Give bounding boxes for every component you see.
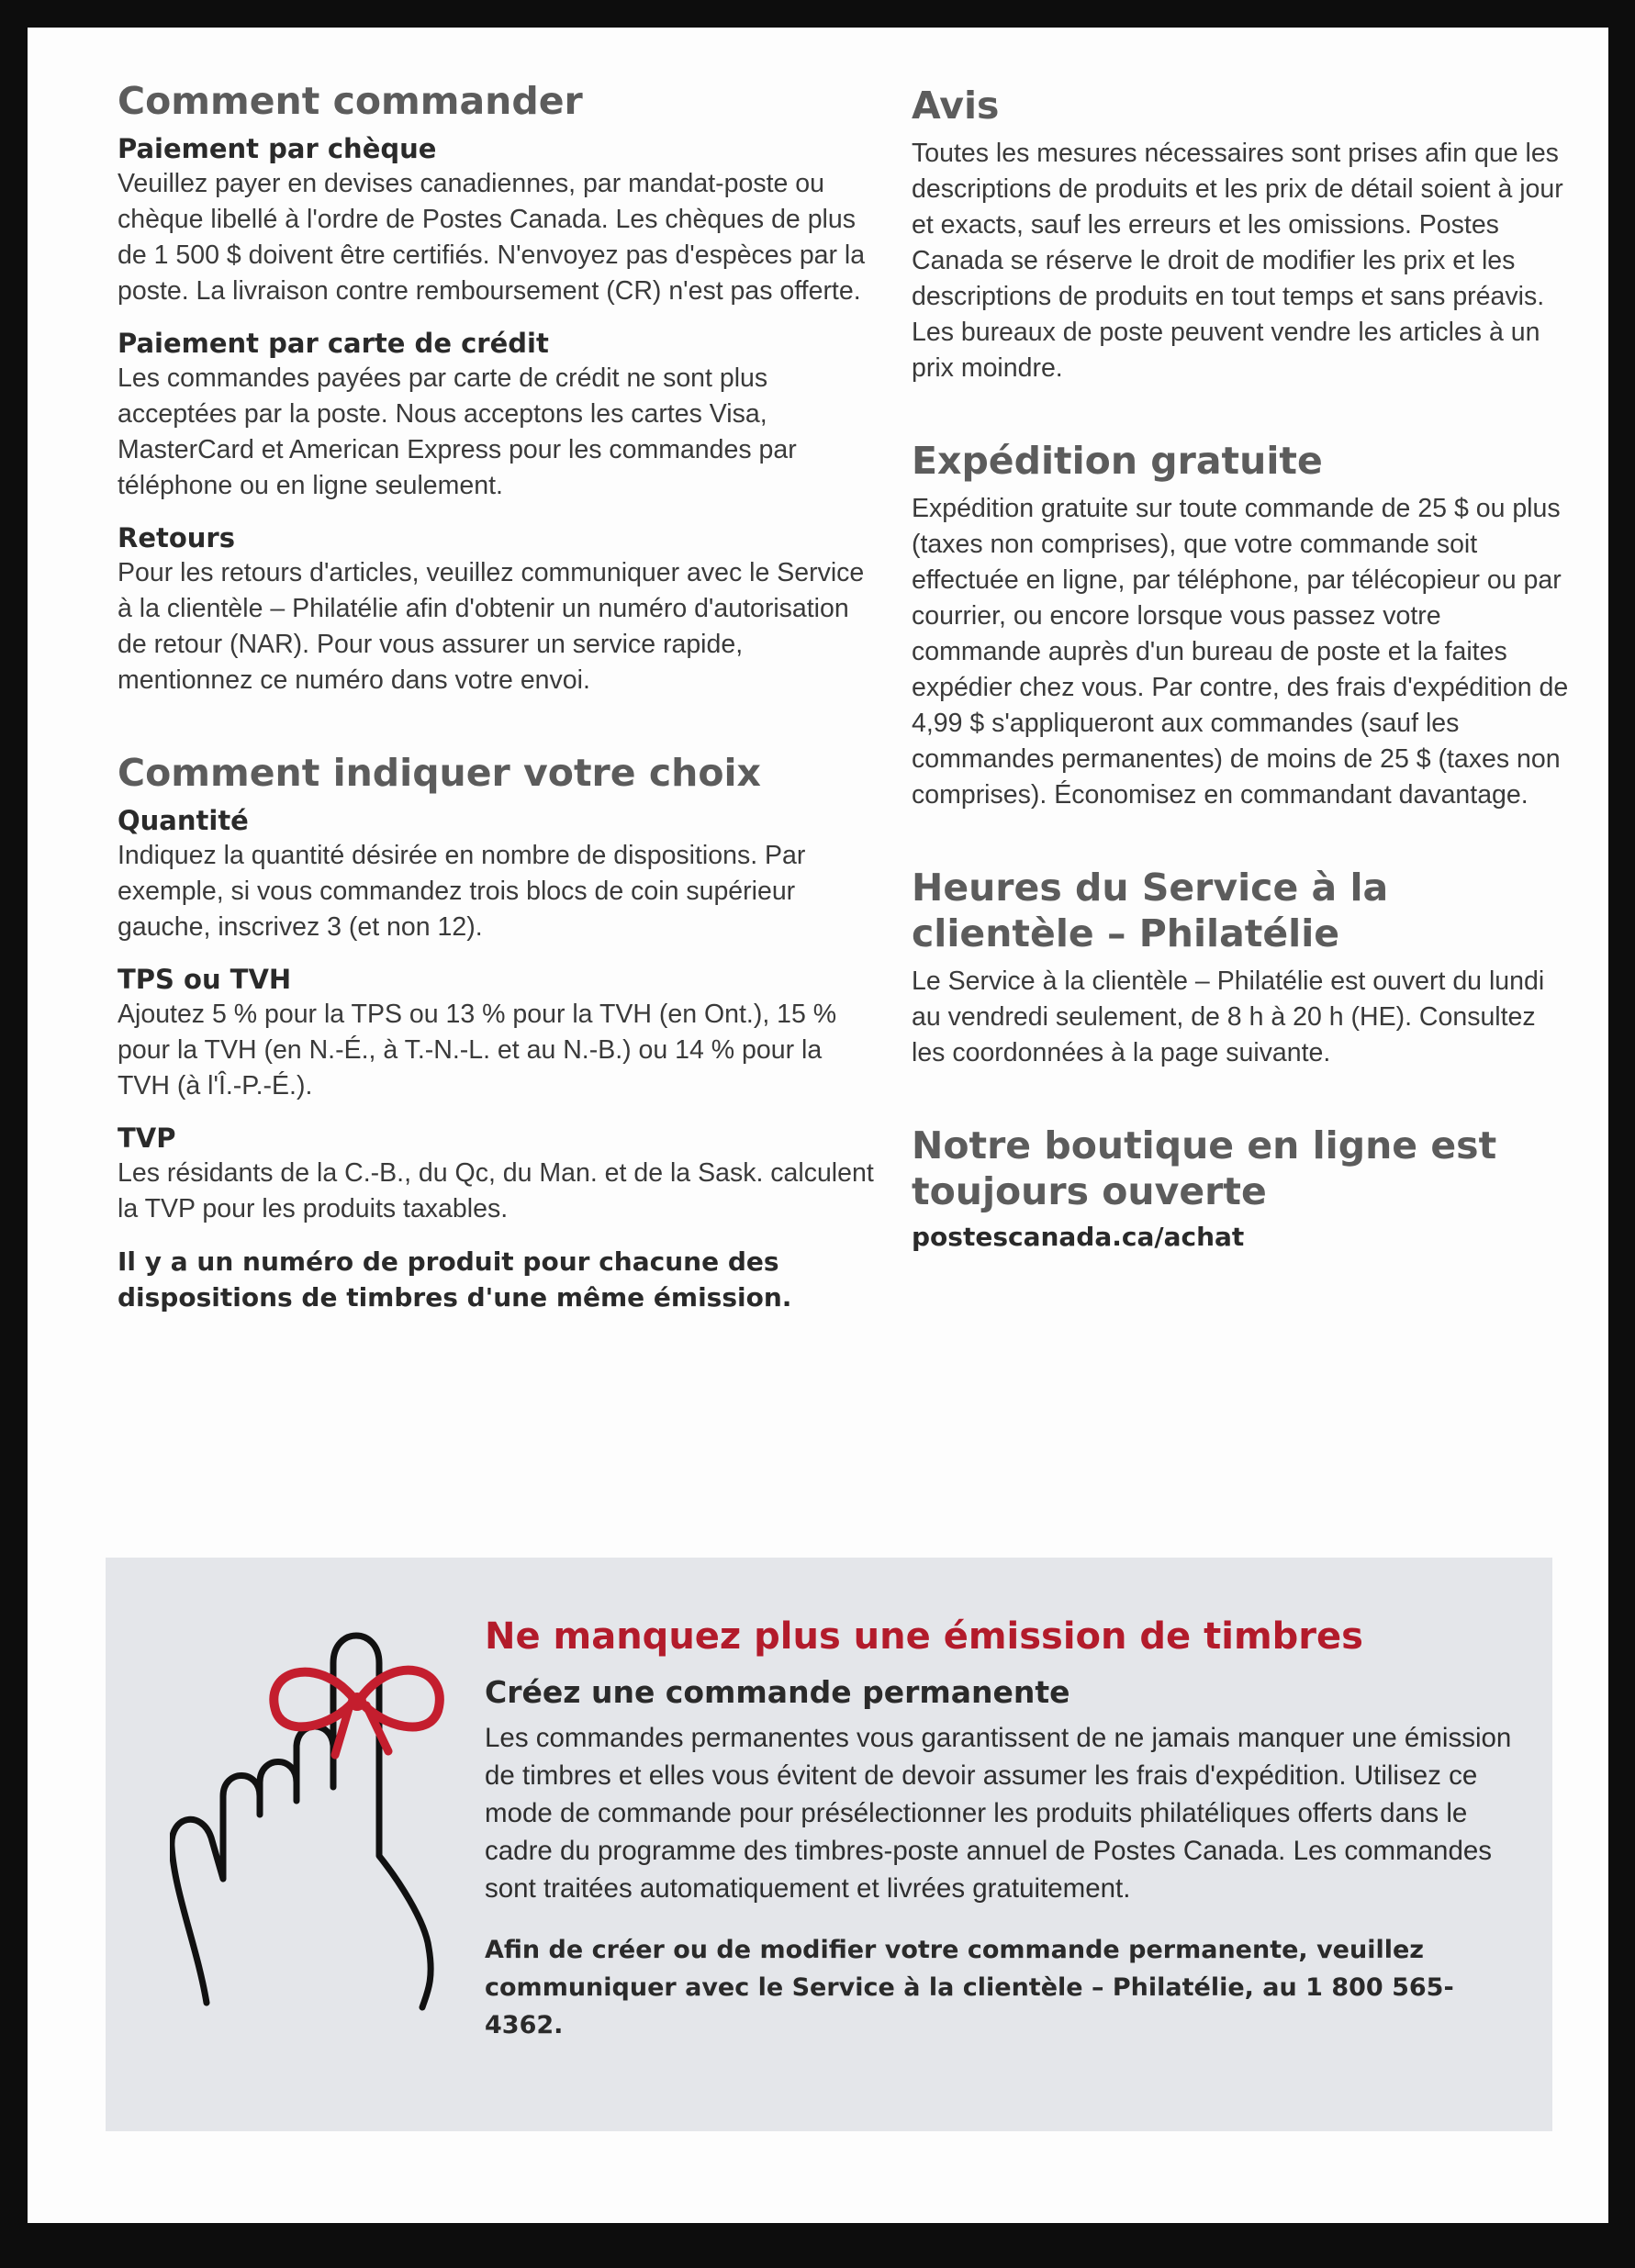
promo-text — [485, 1613, 1513, 2044]
left-column — [118, 78, 879, 1315]
promo-contact: Afin de créer ou de modifier votre commande permanente, veuillez communiquer avec le Service à la clientèle – Philatélie, au 1 800 565-4362. — [485, 1936, 1454, 2039]
tvp-title: TVP — [118, 1123, 176, 1154]
hours-title: Heures du Service à la clientèle – Philatélie — [912, 866, 1389, 955]
shipping-text: Expédition gratuite sur toute commande de 25 $ ou plus (taxes non comprises), que votre commande soit effectuée en ligne, par téléphone, par télécopieur ou par courrier, ou encore lorsque vous passez votre commande auprès d'un bureau de poste et la faites expédier chez vous. Par contre, des frais d'expédition de 4,99 $ s'appliqueront aux commandes (sauf les commandes permanentes) de moins de 25 $ (taxes non comprises). Économisez en commandant davantage. — [912, 494, 1569, 810]
tvp-text: Les résidants de la C.-B., du Qc, du Man. et de la Sask. calculent la TVP pour les produits taxables. — [118, 1158, 874, 1223]
shop-link[interactable]: postescanada.ca/achat — [912, 1222, 1245, 1252]
quantity-title: Quantité — [118, 805, 249, 836]
credit-title: Paiement par carte de crédit — [118, 328, 549, 359]
promo-subtitle: Créez une commande permanente — [485, 1674, 1070, 1710]
cheque-text: Veuillez payer en devises canadiennes, par mandat-poste ou chèque libellé à l'ordre de Postes Canada. Les chèques de plus de 1 500 $ doivent être certifiés. N'envoyez pas d'espèces par la poste. La livraison contre remboursement (CR) n'est pas offerte. — [118, 169, 866, 306]
tps-text: Ajoutez 5 % pour la TPS ou 13 % pour la TVH (en Ont.), 15 % pour la TVH (en N.-É., à T.-N.-L. et au N.-B.) ou 14 % pour la TVH (à l'Î.-P.-É.). — [118, 1000, 837, 1100]
credit-text: Les commandes payées par carte de crédit ne sont plus acceptées par la poste. Nous acceptons les cartes Visa, MasterCard et American Express pour les commandes par téléphone ou en ligne seulement. — [118, 363, 797, 500]
shipping-title: Expédition gratuite — [912, 439, 1323, 483]
promo-title: Ne manquez plus une émission de timbres — [485, 1615, 1363, 1658]
notice-title: Avis — [912, 84, 1000, 128]
quantity-text: Indiquez la quantité désirée en nombre de dispositions. Par exemple, si vous commandez trois blocs de coin supérieur gauche, inscrivez 3 (et non 12). — [118, 841, 806, 942]
hours-text: Le Service à la clientèle – Philatélie est ouvert du lundi au vendredi seulement, de 8 h à 20 h (HE). Consultez les coordonnées à la page suivante. — [912, 966, 1545, 1067]
finger-with-ribbon-icon — [170, 1617, 473, 2012]
order-title: Comment commander — [118, 79, 583, 123]
standing-order-banner — [106, 1558, 1552, 2131]
shop-title: Notre boutique en ligne est toujours ouverte — [912, 1123, 1497, 1213]
notice-text: Toutes les mesures nécessaires sont prises afin que les descriptions de produits et les prix de détail soient à jour et exacts, sauf les erreurs et les omissions. Postes Canada se réserve le droit de modifier les prix et les descriptions de produits en tout temps et sans préavis. Les bureaux de poste peuvent vendre les articles à un prix moindre. — [912, 139, 1563, 383]
page — [28, 28, 1608, 2223]
promo-paragraph: Les commandes permanentes vous garantissent de ne jamais manquer une émission de timbres et elles vous évitent de devoir assumer les frais d'expédition. Utilisez ce mode de commande pour présélectionner les produits philatéliques offerts dans le cadre du programme des timbres-poste annuel de Postes Canada. Les commandes sont traitées automatiquement et livrées gratuitement. — [485, 1723, 1512, 1904]
product-note: Il y a un numéro de produit pour chacune des dispositions de timbres d'une même émission. — [118, 1246, 792, 1313]
returns-text: Pour les retours d'articles, veuillez communiquer avec le Service à la clientèle – Philatélie afin d'obtenir un numéro d'autorisation de retour (NAR). Pour vous assurer un service rapide, mentionnez ce numéro dans votre envoi. — [118, 558, 865, 695]
choice-title: Comment indiquer votre choix — [118, 751, 762, 795]
tps-title: TPS ou TVH — [118, 964, 292, 995]
cheque-title: Paiement par chèque — [118, 133, 437, 164]
returns-title: Retours — [118, 522, 235, 553]
right-column — [912, 83, 1573, 1252]
